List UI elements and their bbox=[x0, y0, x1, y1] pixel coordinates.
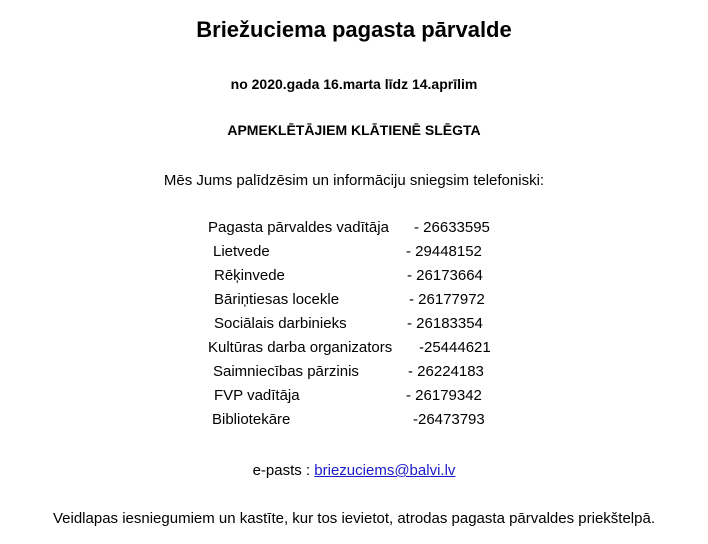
contact-number: - 26183354 bbox=[407, 315, 483, 332]
contact-number: -25444621 bbox=[419, 339, 491, 356]
intro-text: Mēs Jums palīdzēsim un informāciju sniegsim telefoniski: bbox=[163, 172, 545, 189]
contact-number: - 26173664 bbox=[407, 267, 483, 284]
contact-row bbox=[0, 312, 483, 336]
contact-label: Kultūras darba organizators bbox=[208, 339, 393, 356]
contact-label: Lietvede bbox=[213, 243, 270, 260]
contact-number: - 26179342 bbox=[406, 387, 482, 404]
footer-note: Veidlapas iesniegumiem un kastīte, kur tos ievietot, atrodas pagasta pārvaldes priekštelpā. bbox=[52, 510, 655, 527]
date-range: no 2020.gada 16.marta līdz 14.aprīlim bbox=[230, 76, 478, 92]
contact-row bbox=[0, 288, 485, 312]
page-title: Briežuciema pagasta pārvalde bbox=[196, 17, 512, 42]
email-prefix: e-pasts : bbox=[252, 462, 315, 479]
contact-label: Saimniecības pārzinis bbox=[213, 363, 359, 380]
contact-number: - 29448152 bbox=[406, 243, 482, 260]
contact-number: - 26224183 bbox=[408, 363, 484, 380]
contact-label: Sociālais darbinieks bbox=[214, 315, 347, 332]
contact-row bbox=[0, 360, 484, 384]
contact-label: Bibliotekāre bbox=[212, 411, 291, 428]
contact-row bbox=[0, 240, 482, 264]
email-link[interactable]: briezuciems@balvi.lv bbox=[314, 462, 456, 479]
email-line bbox=[0, 460, 708, 482]
contact-label: FVP vadītāja bbox=[214, 387, 300, 404]
contact-row bbox=[0, 408, 485, 432]
contact-row bbox=[0, 336, 491, 360]
closed-notice: APMEKLĒTĀJIEM KLĀTIENĒ SLĒGTA bbox=[227, 122, 481, 138]
contact-number: - 26633595 bbox=[414, 219, 490, 236]
contact-label: Pagasta pārvaldes vadītāja bbox=[208, 219, 389, 236]
contact-number: -26473793 bbox=[413, 411, 485, 428]
contact-row bbox=[0, 384, 482, 408]
contact-row bbox=[0, 216, 490, 240]
contact-row bbox=[0, 264, 483, 288]
contact-label: Rēķinvede bbox=[214, 267, 285, 284]
contact-label: Bāriņtiesas locekle bbox=[214, 291, 340, 308]
contact-number: - 26177972 bbox=[409, 291, 485, 308]
